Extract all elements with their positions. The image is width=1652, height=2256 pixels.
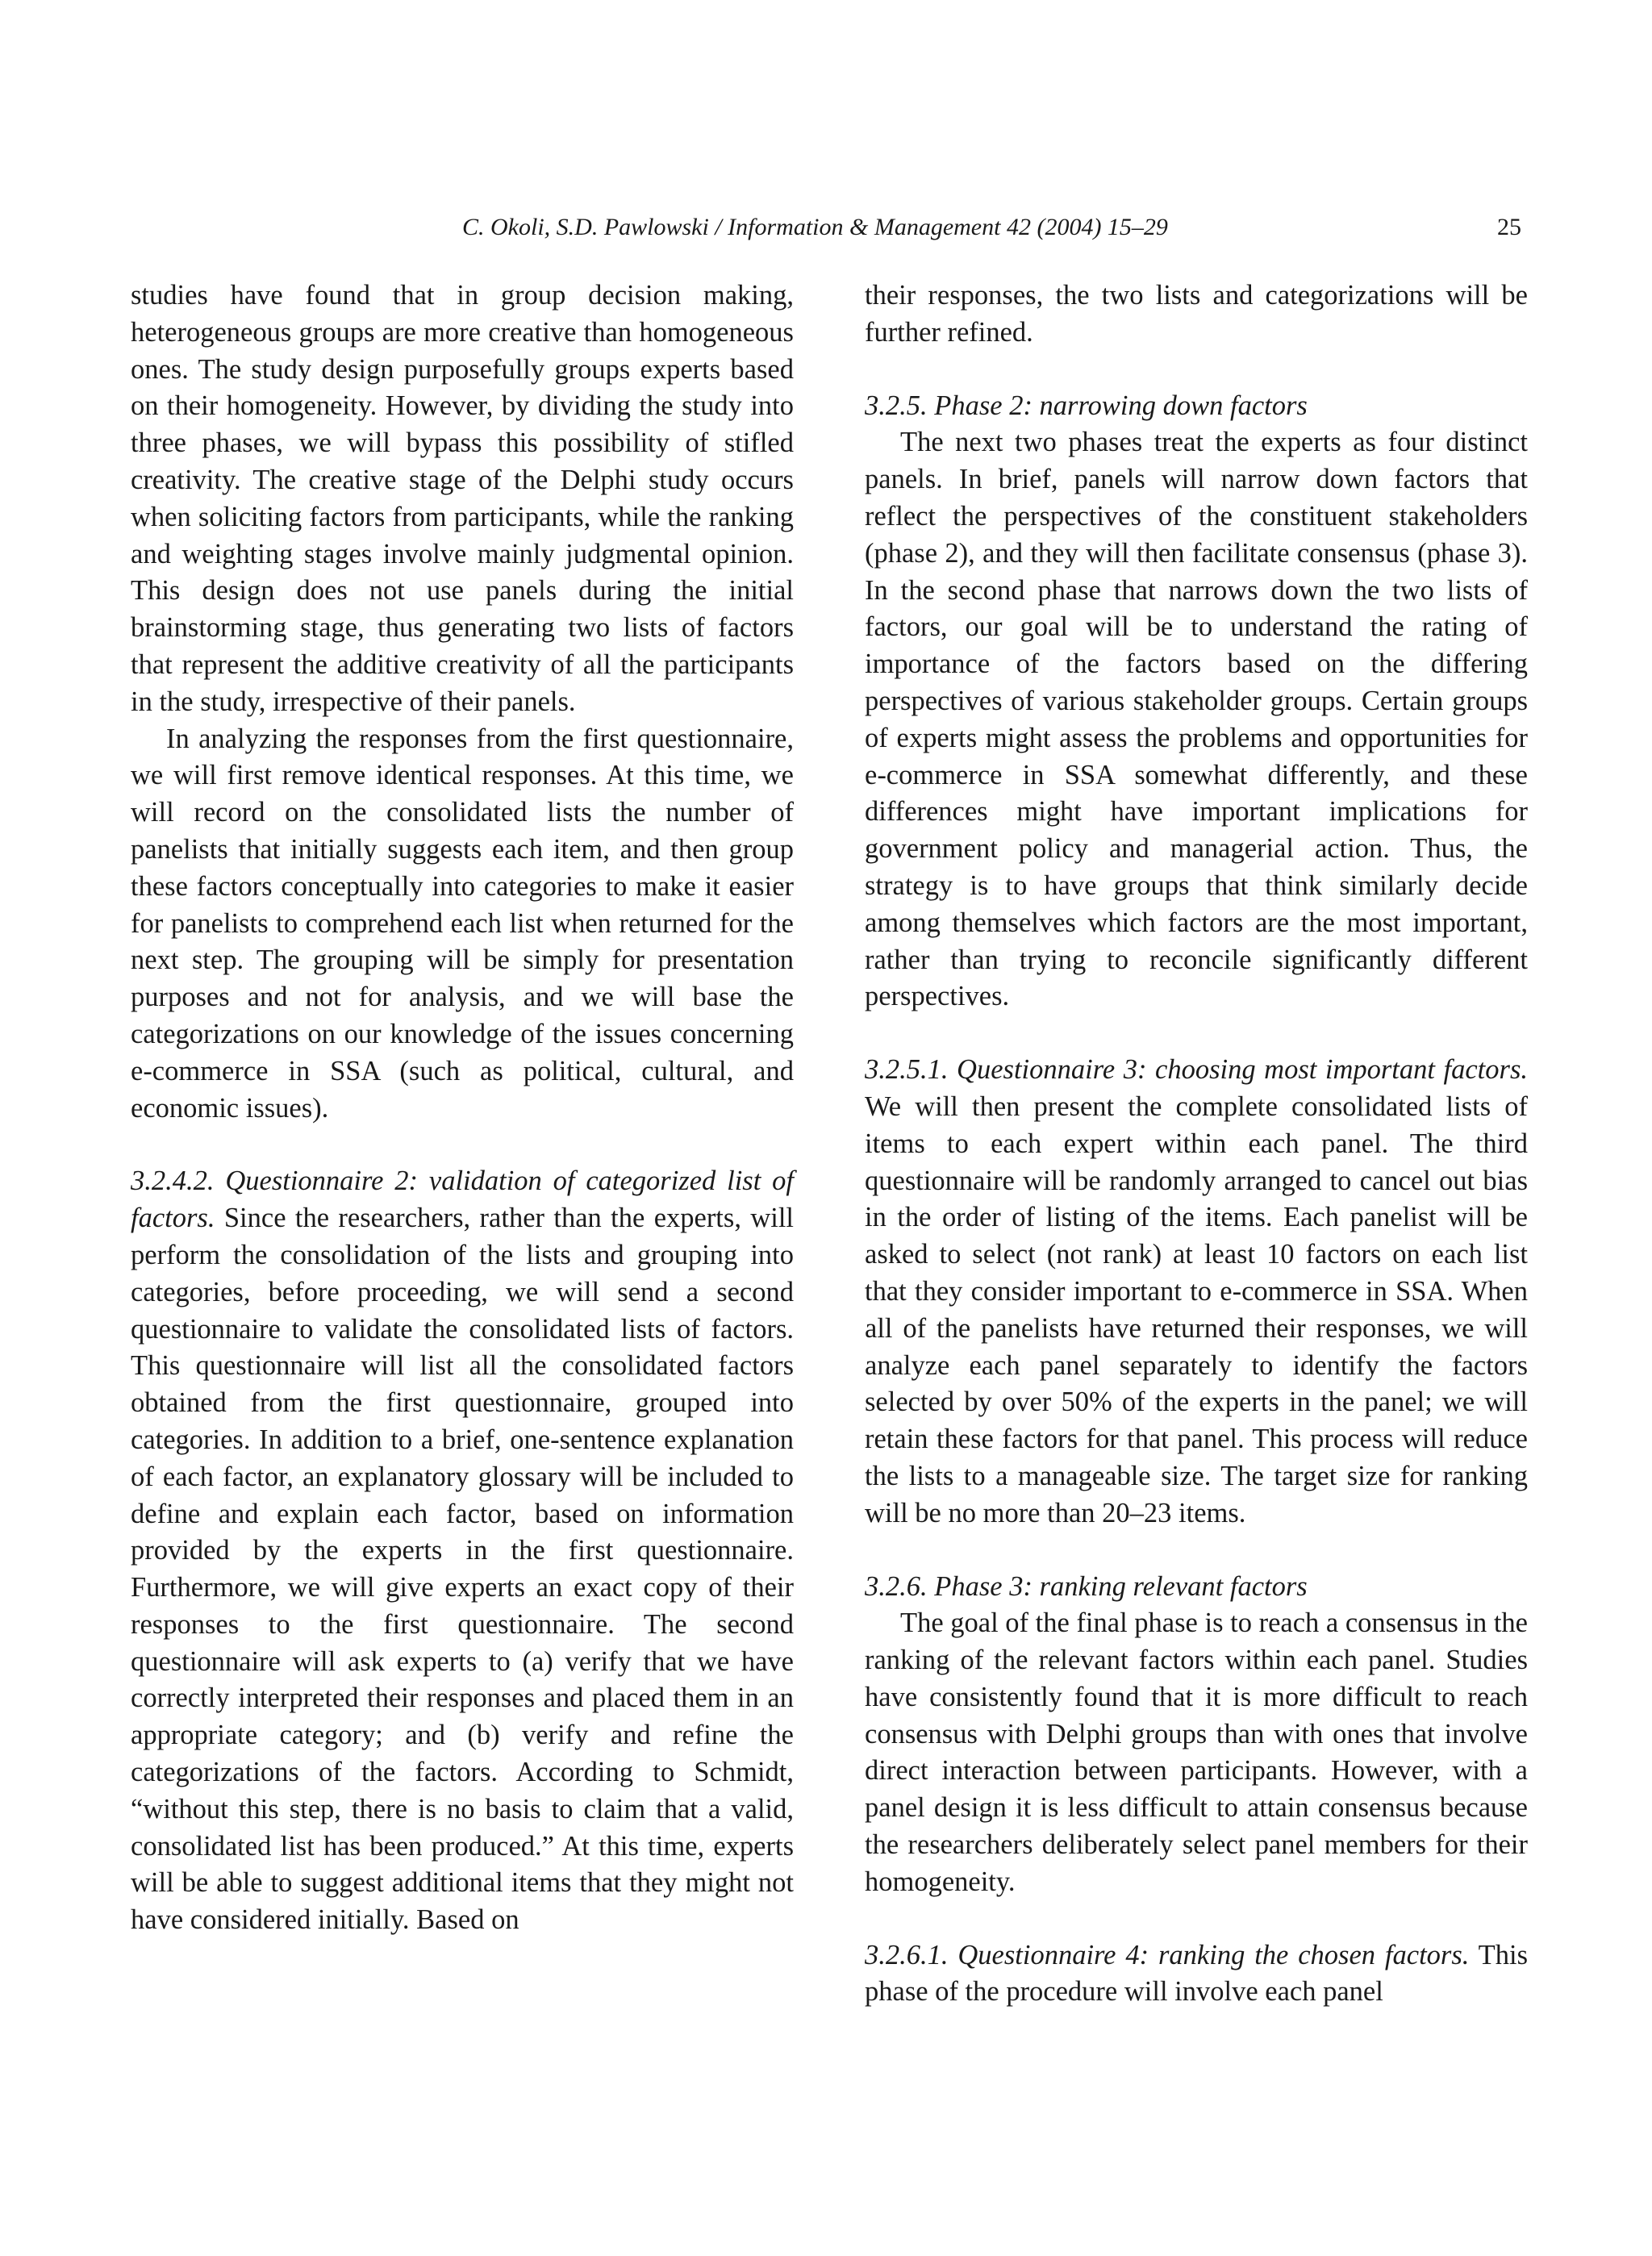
section-heading: 3.2.6.1. Questionnaire 4: ranking the chosen factors. [865,1939,1470,1970]
section-3-2-6-1 [865,1937,1528,2012]
paragraph: studies have found that in group decision making, heterogeneous groups are more creative than homogeneous ones. The study design purposefully groups experts based on their homogeneity. However, by dividing the study into three phases, we will bypass this possibility of stifled creativity. The creative stage of the Delphi study occurs when soliciting factors from participants, while the ranking and weighting stages involve mainly judgmental opinion. This design does not use panels during the initial brainstorming stage, thus generating two lists of factors that represent the additive creativity of all the participants in the study, irrespective of their panels. [131,280,794,717]
section-heading: 3.2.4.2. Questionnaire 2: validation of categorized list of factors. [131,1166,794,1234]
section-text: This phase of the procedure will involve each panel [865,1939,1528,2008]
page-number: 25 [1497,214,1521,240]
section-text: We will then present the complete consolidated lists of items to each expert within each panel. The third questionnaire will be randomly arranged to cancel out bias in the order of listing of the items. Each panelist will be asked to select (not rank) at least 10 factors on each list that they consider important to e-commerce in SSA. When all of the panelists have returned their responses, we will analyze each panel separately to identify the factors selected by over 50% of the experts in the panel; we will retain these factors for that panel. This process will reduce the lists to a manageable size. The target size for ranking will be no more than 20–23 items. [865,1090,1528,1528]
left-column [131,277,794,1939]
paragraph: The next two phases treat the experts as four distinct panels. In brief, panels will narrow down factors that reflect the perspectives of the constituent stakeholders (phase 2), and they will then facilitate consensus (phase 3). In the second phase that narrows down the two lists of factors, our goal will be to understand the rating of importance of the factors based on the differing perspectives of various stakeholder groups. Certain groups of experts might assess the problems and opportunities for e-commerce in SSA somewhat differently, and these differences might have important implications for government policy and managerial action. Thus, the strategy is to have groups that think similarly decide among themselves which factors are the most important, rather than trying to reconcile significantly different perspectives. [865,427,1528,1012]
section-text: Since the researchers, rather than the experts, will perform the consolidation of the lists and grouping into categories, before proceeding, we will send a second questionnaire to validate the consolidated lists of factors. This questionnaire will list all the consolidated factors obtained from the first questionnaire, grouped into categories. In addition to a brief, one-sentence explanation of each factor, an explanatory glossary will be included to define and explain each factor, based on information provided by the experts in the first questionnaire. Furthermore, we will give experts an exact copy of their responses to the first questionnaire. The second questionnaire will ask experts to (a) verify that we have correctly interpreted their responses and placed them in an appropriate category; and (b) verify and refine the categorizations of the factors. According to Schmidt, “without this step, there is no basis to claim that a valid, consolidated list has been produced.” At this time, experts will be able to suggest additional items that they might not have considered initially. Based on [131,1203,794,1936]
section-heading: 3.2.6. Phase 3: ranking relevant factors [865,1570,1308,1602]
right-column [865,277,1528,2011]
section-3-2-4-2 [131,1163,794,1939]
paragraph: their responses, the two lists and categorizations will be further refined. [865,280,1528,348]
section-heading: 3.2.5. Phase 2: narrowing down factors [865,390,1308,421]
paragraph: In analyzing the responses from the first questionnaire, we will first remove identical responses. At this time, we will record on the consolidated lists the number of panelists that initially suggests each item, and then group these factors conceptually into categories to make it easier for panelists to comprehend each list when returned for the next step. The grouping will be simply for presentation purposes and not for analysis, and we will base the categorizations on our knowledge of the issues concerning e-commerce in SSA (such as political, cultural, and economic issues). [131,723,794,1124]
journal-citation: C. Okoli, S.D. Pawlowski / Information & Management 42 (2004) 15–29 [462,214,1168,240]
section-heading: 3.2.5.1. Questionnaire 3: choosing most important factors. [865,1054,1528,1086]
running-head [0,211,1652,244]
section-3-2-5-1 [865,1052,1528,1532]
paragraph: The goal of the final phase is to reach a consensus in the ranking of the relevant factors within each panel. Studies have consistently found that it is more difficult to reach consensus with Delphi groups than with ones that involve direct interaction between participants. However, with a panel design it is less difficult to attain consensus because the researchers deliberately select panel members for their homogeneity. [865,1608,1528,1897]
